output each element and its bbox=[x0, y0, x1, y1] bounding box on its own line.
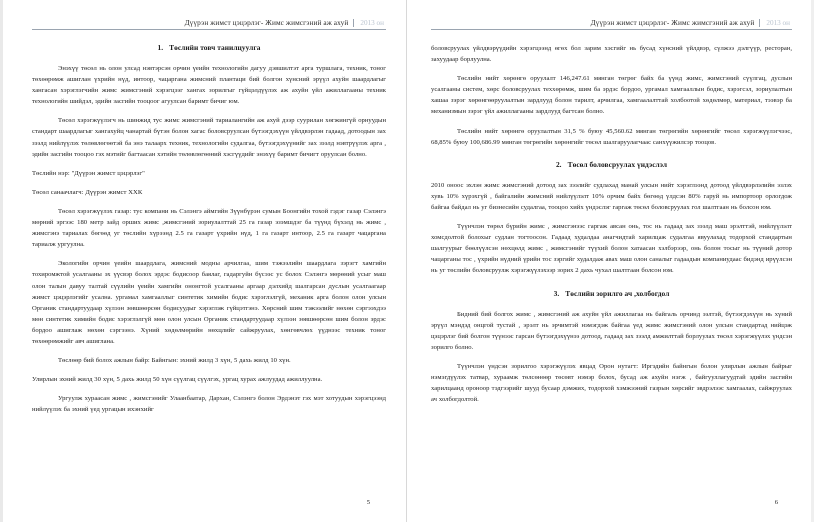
paragraph: Түүнчлэн үндсэн зорилгоо хэрэгжүүлэх явцад Орон нутагт: Иргэдийн байнгын болон улирлын ажлын байрыг нэмэгдүүлэх татвар, хураамж төлсөнөөр төсөвт нэмэр болох, бусад аж ахуйн нэгж , байгууллагуудтай эдийн засгийн харилцаанд ороноор тэдгээрийг шууд бусаар дэмжих, тодорхой хэмжээний газрын хөрсийг эвдрэлээс хамгаалах, сайжруулах ач холбогдолтой. bbox=[431, 362, 792, 404]
section-number: 3. bbox=[553, 288, 560, 298]
paragraph: Түүнчлэн төрөл бүрийн жимс , жимсгэнээс гаргаж авсан онь, тос нь гадаад зах зээлд маш эрэлттэй, нийлүүлэлт хомсдолтой болохыг судлан тогтоосон. Гадаад худалдаа анагчидтай харилцаж судалгаа явуулахад тодорхой стандартын шалгуурыг бөөлүүлсэн нөхцөлд жимс , жимсгэнийг түүхий болон хатаасан хэлбэрээр, онь болон тосыг нь түүний дотор чацарганы тос , үхрийн нүдний үрийн тос зэргийг худалдаж авах маш олон саналыг гадаадын компаниудаас бидэнд ирүүлсэн нь уг төслийн боловсруулж хэрэгжүүлэхээр зорих 2 дахь чухал шалтгаан болсон юм. bbox=[431, 223, 792, 275]
paragraph: Төсөл хэрэгжүүлэгч нь шинжид тус жимс жимсгэний тариалангийн аж ахуй дээр суурилан хөгжингүй орнуудын стандарт шаардлагыг хангахуйц чанартай бүтэн болон хагас боловсруулсан бүтээгдэхүүн үйлдвэрлэн гадаад, дотоодын зах зээлд нийлүүлэх төлөвлөгөөтэй ба энэ талаарх техник, технологийн судалгаа, бүтээгдэхүүнийг зах зээлд нэвтрүүлэх арга , эдийн засгийн тооцоо гэх мэтийг багтаасан хэтийн төлөвлөгөөний хэсгүүдийг энэхүү баримт бичигт оруулсан болно. bbox=[32, 117, 386, 158]
paragraph: Төсөл хэрэгжүүлэх газар: тус компани нь Сэлэнгэ аймгийн Зүүнбүрэн сумын Боонгийн тохой гэдэг газар Сэлэнгэ мөрний эргээс 180 метр зайд орших жимс ,жимсгэний зориулалттай 25 га газар эзэмшдэг ба түүнд бүхэлд нь жимс , жимсгэнэ тариалах бөгөөд уг төслийн хүрээнд 2.5 га газарт үхрийн нүд, 1 га газарт интоор, 2.5 га газарт чацаргана тариалж ургуулна. bbox=[32, 207, 386, 249]
section-number: 2. bbox=[555, 159, 562, 169]
header-title: Дүүрэн жимст цэцэрлэг- Жимс жимсгэний аж ахуй bbox=[590, 18, 755, 27]
header-year: 2013 он bbox=[759, 19, 792, 27]
jobs-created-line: Төслөөр бий болох ажлын байр: Байнгын: эхний жилд 3 хүн, 5 дахь жилд 10 хүн. bbox=[58, 357, 291, 365]
paragraph: 2010 оноос эхлэн жимс жимсгэний дотоод зах зээлийг судлахад манай улсын нийт хэрэглээнд дотоод үйлдвэрлэлийн эзлэх хувь 10% хүрэхгүй , байгалийн жимсний нийлүүлэлт 10% орчим байх бөгөөд үлдсэн 80% гаруй нь импортоор орлогдож байгаа байдал нь уг бизнесийн судалгаа, тооцоо хийх үндэслэг гаргаж төсөл боловсруулах гол шалтгаан нь болсон юм. bbox=[431, 181, 792, 211]
running-header-right bbox=[431, 12, 792, 30]
paragraph: Бидний бий болгох жимс , жимсгэний аж ахуйн үйл ажиллагаа нь байгаль орчинд ээлтэй, бүтээгдэхүүн нь хүний эрүүл мэндэд онцгой тустай , эрэлт нь эрчимтэй нэмэгдэж байгаа үед жимс жимсгэний олон улсын стандартад нийцэж цэцэрлэг бий болгон түүнээс гарсан бүтээгдэхүүнээ дотоод, гадаад зах зээлд амжилттай борлуулах төсөл хэрэгжүүлэх үндсэн зорилго болно. bbox=[431, 310, 792, 351]
project-initiator-line: Төсөл санаачлагч: Дүүрэн жимст ХХК bbox=[32, 188, 143, 196]
page-right-content bbox=[431, 43, 792, 514]
page-number: 6 bbox=[774, 499, 778, 506]
header-year: 2013 он bbox=[353, 19, 386, 27]
paragraph: Энэхүү төсөл нь олон улсад нэвтэрсэн орчин үеийн технологийн дагуу дэвшилтэт арга туршлага, техник, тоног төхөөрөмж ашиглан үхрийн нүд, интоор, чацаргана жимсний плантаци бий болгон хүнсний эрүүл ахуйн шаардлагыг хангасан хэрэглэгчийн жимс жимсгэний хэрэгцээг хангах зорилгыг гүйцэлдүүлэх аж ахуйн үйл ажиллагааны техник технологийн шийдэл, эдийн засгийн тооцоог агуулсан баримт бичиг юм. bbox=[32, 65, 386, 106]
paragraph: боловсруулах үйлдвэрүүдийн хэрэгцээнд өгөх бол зарим хэсгийг нь бусад хүнсний үйлдвэр, сүлжээ дэлгүүр, ресторан, захуудаар борлуулна. bbox=[431, 45, 792, 64]
page-right bbox=[407, 0, 814, 522]
section-heading-3 bbox=[431, 289, 792, 298]
project-name-line: Төслийн нэр: "Дүүрэн жимст цэцэрлэг" bbox=[32, 169, 145, 177]
page-left-content bbox=[32, 43, 386, 514]
page-left-edge bbox=[0, 0, 3, 522]
section-title: Төсөл боловсруулах үндэслэл bbox=[567, 159, 668, 169]
seasonal-jobs-line: Улирлын эхний жилд 30 хүн, 5 дахь жилд 50 хүн сүүлгац сүүлгэх, ургац хурах ажлуудад ажиллуулна. bbox=[32, 376, 323, 384]
paragraph: Ургуулж хураасан жимс , жимсгэнийг Улаанбаатар, Дархан, Сэлэнгэ болон Эрдэнэт гэх мэт хотуудын хэрэгцээнд нийлүүлэх ба эхний үед ургацын ихэнхийг bbox=[32, 395, 386, 414]
section-heading-1 bbox=[32, 43, 386, 52]
total-investment-paragraph: Төслийн нийт хөрөнгө оруулалт 146,247.61 мянган төгрөг байх ба үүнд жимс, жимсгэний сүүлгац, дуслын усалгааны систем, хөрс боловсруулах теххөрөмж, шим ба эрдэс бордоо, ургамал хамгааллын бодис, хэрэгсэл, зориулалтын хашаа зэрэг хөрөнгөөруулалтын зардлууд болон тарилт, арчилгаа, хамгаалалттай холбоотой хөдөлмөр, материал, тээвэр ба механизмын зэрэг үйл ажиллагааны зардлууд багтсан болно. bbox=[431, 75, 792, 116]
section-number: 1. bbox=[157, 43, 164, 52]
running-header-left bbox=[32, 12, 386, 30]
section-title: Төслийн товч танилцуулга bbox=[169, 43, 261, 52]
section-title: Төслийн зорилго ач ,холбогдол bbox=[565, 288, 670, 298]
header-title: Дүүрэн жимст цэцэрлэг- Жимс жимсгэний аж ахуй bbox=[184, 18, 349, 27]
page-number: 5 bbox=[366, 499, 370, 506]
investment-split-paragraph: Төслийн нийт хөрөнгө оруулалтын 31,5 % буюу 45,560.62 мянган төгрөгийн хөрөнгийг төсөл хэрэгжүүлэгчээс, 68,85% буюу 100,686.99 мянган төгрөгийн хөрөнгийг төсөл шалгаруулагчаас санхүүжилсэр тооцов. bbox=[431, 127, 792, 146]
section-heading-2 bbox=[431, 160, 792, 169]
paragraph: Экологийн орчин үеийн шаардлага, жимсний модны арчилгаа, шим тэжээлийн шаардлага зэрэгт хамгийн тохиромжтой усалгааны эх үүсвэр болох эрдэс бодисоор баялаг, гадаргуйн бүсээс ус болох Сэлэнгэ мөрөний усыг маш олон талын давуу талтай сүүлийн үеийн хамгийн ононгтой усалгааны аргаар дэлхийд шалгарсан дуслын усалгаагаар жимст цэцэрлэгийг усална. ургамал хамгааллыг синтетик химийн бодис хэрэглэлгүй, механик арга болон олон улсын Органик стандартуудаар хүлээн зөвшөөрсөн бодисуудыг хэрэглэж гүйцэтгэнэ. Хөрсний шим тэжээлийг нөхөн сэргээхдээ мөн синтетик химийн бодис хэрэглэлгүй мөн олон улсын Органик стандартуудаар хүлээн зөвшөөрсөн шим болон эрдэс бордоо ашиглаж нөхөн сэргээнэ. Хүний хөдөлмөрийн нөхцлийг сайжруулах, хөнгөвчлөх үүднээс техник тоног төхөөрөмжийг авч ашиглана. bbox=[32, 260, 386, 345]
